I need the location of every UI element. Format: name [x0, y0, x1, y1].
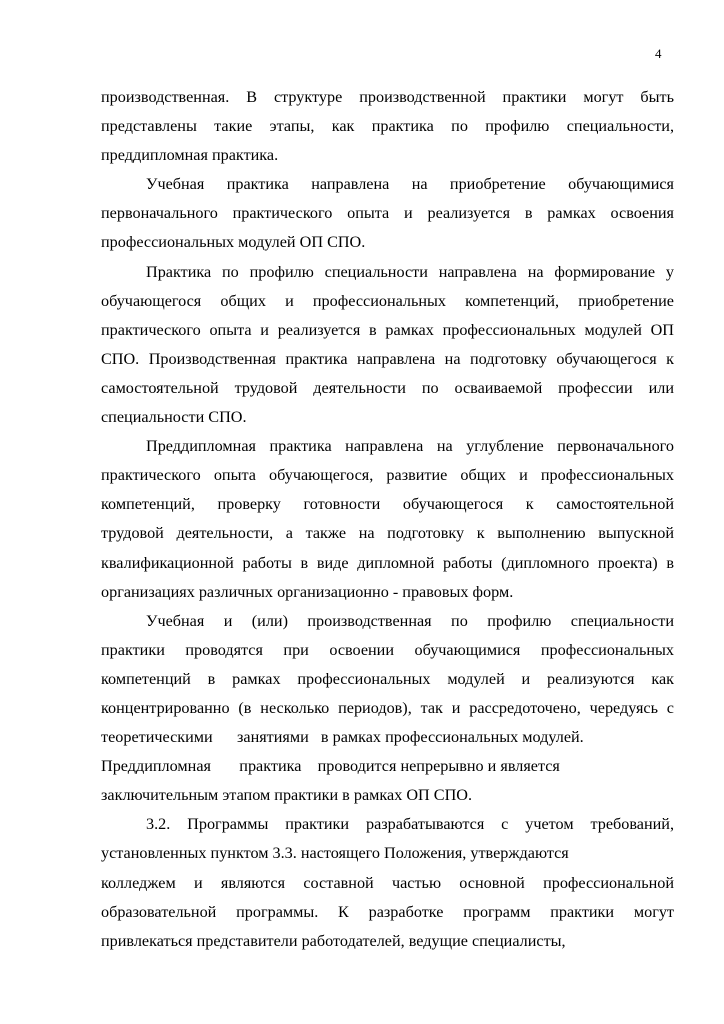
text-line: производственная. В структуре производственной практики могут быть — [101, 88, 674, 106]
text-line: СПО. Производственная практика направлена на подготовку обучающегося к — [101, 349, 674, 368]
text-line: 3.2. Программы практики разрабатываются с учетом требований, — [146, 815, 674, 834]
text-line: Учебная практика направлена на приобретение обучающимися — [146, 175, 674, 194]
text-line: заключительным этапом практики в рамках ОП СПО. — [101, 786, 472, 805]
text-line: установленных пунктом 3.3. настоящего Положения, утверждаются — [101, 844, 569, 863]
text-line: трудовой деятельности, а также на подготовку к выполнению выпускной — [101, 524, 674, 543]
text-line: Преддипломная практика проводится непрерывно и является — [101, 757, 560, 776]
text-line: первоначального практического опыта и реализуется в рамках освоения — [101, 204, 674, 223]
text-line: Практика по профилю специальности направлена на формирование у — [146, 262, 674, 281]
text-line: компетенций, проверку готовности обучающегося к самостоятельной — [101, 495, 674, 514]
text-line: практического опыта и реализуется в рамках профессиональных модулей ОП — [101, 320, 674, 339]
text-line: квалификационной работы в виде дипломной работы (дипломного проекта) в — [101, 553, 674, 572]
text-line: специальности СПО. — [101, 408, 247, 427]
document-body — [101, 83, 674, 956]
text-line: образовательной программы. К разработке программ практики могут — [101, 902, 674, 921]
text-line: практики проводятся при освоении обучающимися профессиональных — [101, 640, 674, 659]
text-line: профессиональных модулей ОП СПО. — [101, 233, 366, 252]
page-number: 4 — [655, 46, 662, 61]
text-line: компетенций в рамках профессиональных модулей и реализуются как — [101, 669, 674, 688]
text-line: колледжем и являются составной частью основной профессиональной — [101, 873, 674, 892]
text-line: самостоятельной трудовой деятельности по осваиваемой профессии или — [101, 378, 674, 397]
text-line: концентрированно (в несколько периодов), так и рассредоточено, чередуясь с — [101, 698, 674, 717]
text-line: привлекаться представители работодателей, ведущие специалисты, — [101, 931, 566, 950]
text-line: Учебная и (или) производственная по профилю специальности — [146, 611, 674, 630]
text-line: практического опыта обучающегося, развитие общих и профессиональных — [101, 466, 674, 485]
text-line: теоретическими занятиями в рамках профессиональных модулей. — [101, 728, 584, 747]
text-line: преддипломная практика. — [101, 146, 279, 165]
text-line: организациях различных организационно - правовых форм. — [101, 582, 514, 601]
text-line: Преддипломная практика направлена на углубление первоначального — [146, 437, 674, 456]
text-line: обучающегося общих и профессиональных компетенций, приобретение — [101, 291, 674, 310]
text-line: представлены такие этапы, как практика по профилю специальности, — [101, 117, 674, 136]
